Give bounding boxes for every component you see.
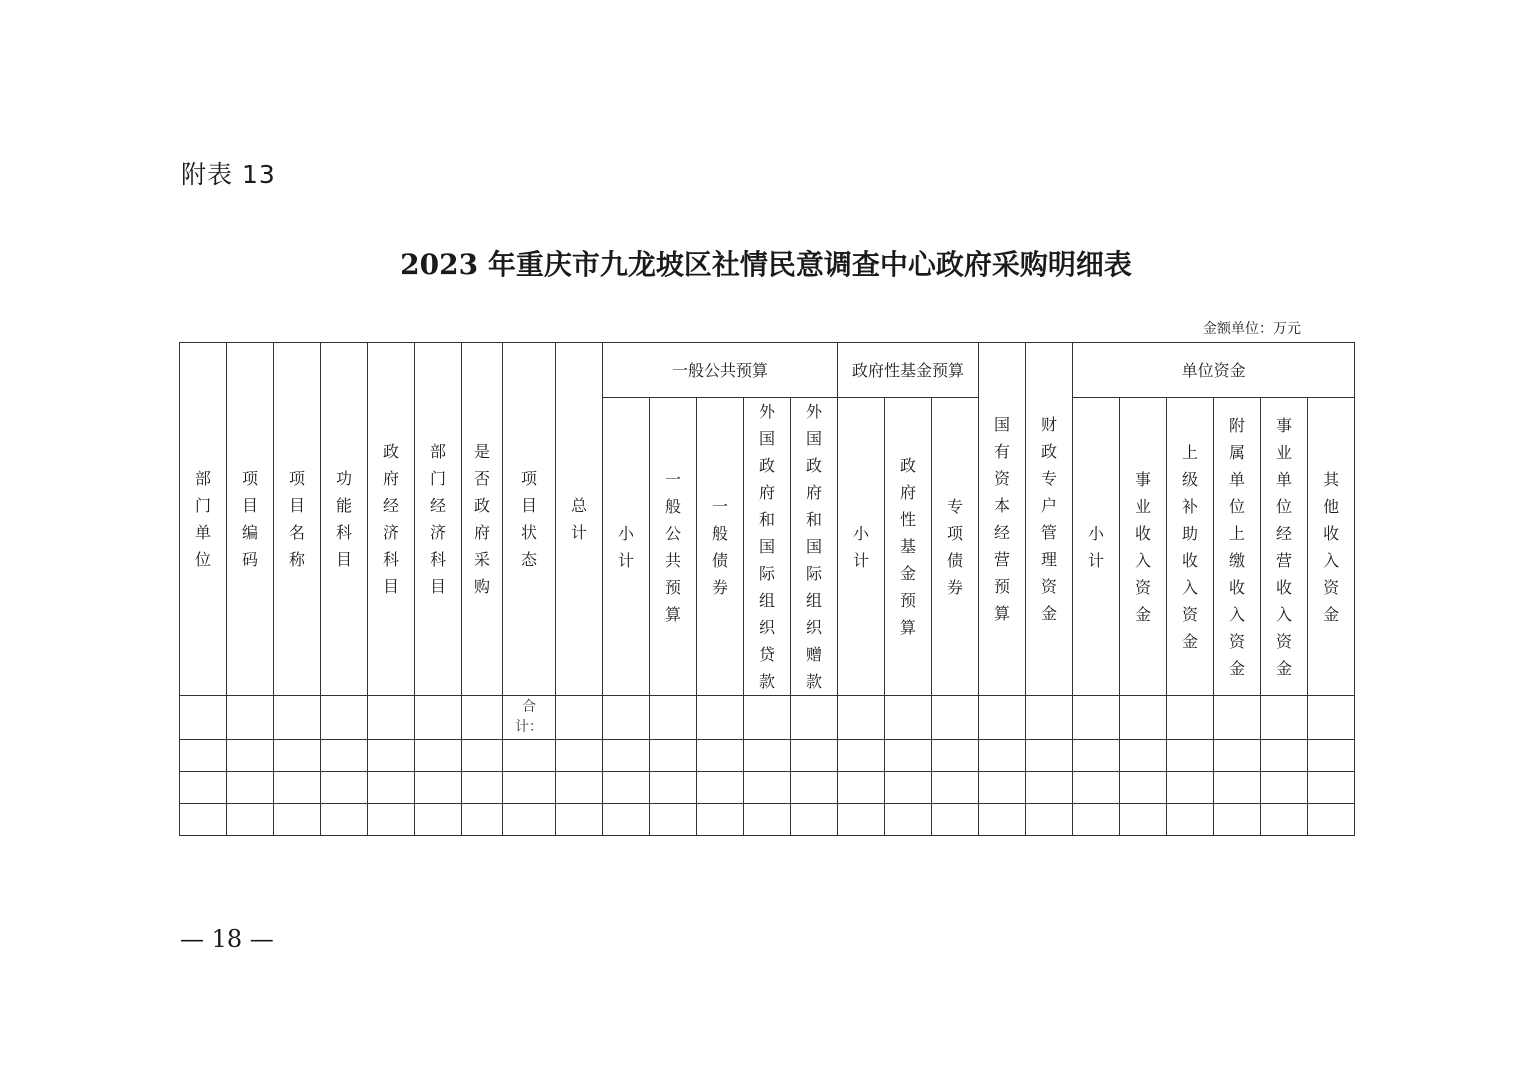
header-dept — [180, 343, 227, 696]
table-row — [180, 804, 1355, 836]
header-u-other-label: 其他收入资金 — [1323, 469, 1340, 624]
header-f-fund — [885, 398, 932, 696]
header-f-bond-label: 专项债券 — [947, 496, 964, 597]
header-u-superior — [1167, 398, 1214, 696]
header-f-sub — [838, 398, 885, 696]
header-special-acct-label: 财政专户管理资金 — [1041, 415, 1058, 623]
page-number: — 18 — — [180, 925, 274, 953]
header-dept-label: 部门单位 — [194, 469, 211, 569]
header-dept-econ-label: 部门经济科目 — [429, 442, 446, 596]
header-status-label: 项目状态 — [520, 469, 537, 569]
total-row-label: 合计： — [514, 698, 543, 735]
header-g-loan-label: 外国政府和国际组织贷款 — [758, 402, 775, 691]
group-fund-budget: 政府性基金预算 — [838, 343, 979, 398]
header-u-career — [1120, 398, 1167, 696]
header-u-other — [1308, 398, 1355, 696]
table-row — [180, 740, 1355, 772]
amount-unit-label: 金额单位：万元 — [1203, 321, 1301, 337]
annex-label: 附表 13 — [181, 160, 276, 189]
header-g-bond-label: 一般债券 — [711, 496, 728, 597]
header-g-general-label: 一般公共预算 — [664, 469, 681, 624]
header-g-bond — [697, 398, 744, 696]
header-u-sub-label: 小计 — [1088, 523, 1105, 570]
header-g-grant — [791, 398, 838, 696]
header-u-career-label: 事业收入资金 — [1135, 469, 1152, 624]
total-row-label-cell — [503, 696, 556, 740]
header-u-superior-label: 上级补助收入资金 — [1182, 442, 1199, 651]
header-func-label: 功能科目 — [335, 469, 352, 569]
header-g-sub-label: 小计 — [617, 523, 634, 570]
header-total — [556, 343, 603, 696]
total-row — [180, 696, 1355, 740]
group-general-budget: 一般公共预算 — [603, 343, 838, 398]
header-u-affiliate — [1214, 398, 1261, 696]
header-func — [321, 343, 368, 696]
group-unit-funds: 单位资金 — [1073, 343, 1355, 398]
procurement-detail-table — [179, 342, 1355, 836]
header-gov-econ — [368, 343, 415, 696]
header-u-operation — [1261, 398, 1308, 696]
header-u-affiliate-label: 附属单位上缴收入资金 — [1229, 415, 1246, 678]
header-state-capital-label: 国有资本经营预算 — [994, 415, 1011, 623]
header-g-general — [650, 398, 697, 696]
header-g-grant-label: 外国政府和国际组织赠款 — [806, 402, 823, 691]
header-f-sub-label: 小计 — [853, 523, 870, 570]
header-special-acct — [1026, 343, 1073, 696]
header-state-capital — [979, 343, 1026, 696]
header-f-bond — [932, 398, 979, 696]
header-total-label: 总计 — [570, 496, 587, 542]
header-u-operation-label: 事业单位经营收入资金 — [1276, 415, 1293, 678]
table-row — [180, 772, 1355, 804]
header-u-sub — [1073, 398, 1120, 696]
header-status — [503, 343, 556, 696]
header-g-sub — [603, 398, 650, 696]
document-title: 2023 年重庆市九龙坡区社情民意调查中心政府采购明细表 — [400, 248, 1132, 281]
header-f-fund-label: 政府性基金预算 — [900, 456, 917, 637]
header-code — [227, 343, 274, 696]
header-name-label: 项目名称 — [288, 469, 305, 569]
header-gov-econ-label: 政府经济科目 — [382, 442, 399, 596]
header-name — [274, 343, 321, 696]
header-is-proc-label: 是否政府采购 — [473, 442, 490, 596]
header-is-proc — [462, 343, 503, 696]
header-g-loan — [744, 398, 791, 696]
header-dept-econ — [415, 343, 462, 696]
header-code-label: 项目编码 — [241, 469, 258, 569]
